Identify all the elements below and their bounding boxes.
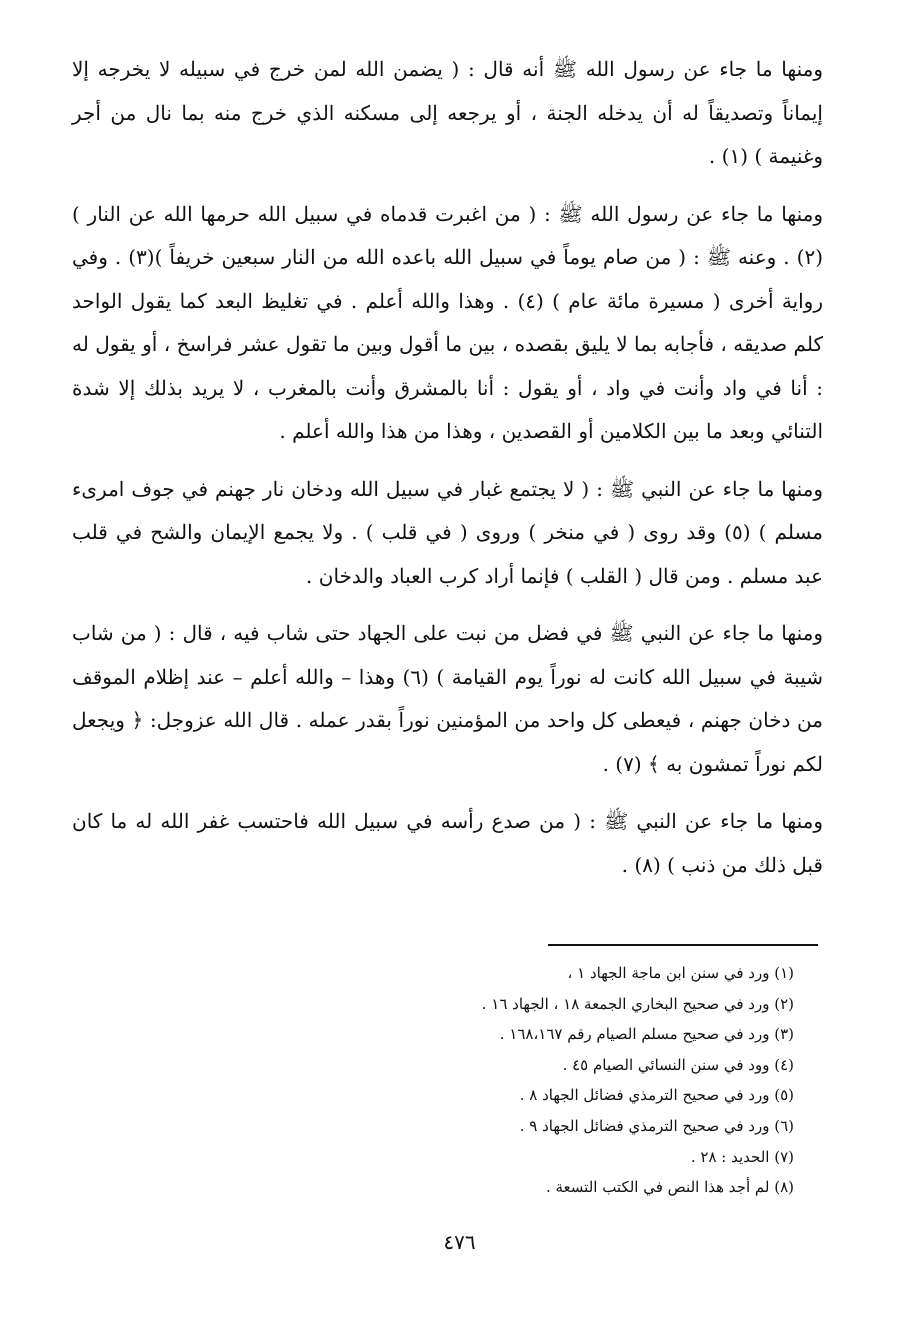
footnote-4: (٤) وود في سنن النسائي الصيام ٤٥ . [562,1055,794,1074]
paragraph-3: ومنها ما جاء عن النبي ﷺ : ( لا يجتمع غبار في سبيل الله ودخان نار جهنم في جوف امرىء مسلم ) (٥) وقد روى ( في منخر ) وروى ( في قلب ) . ولا يجمع الإيمان والشح في قلب عبد مسلم . ومن قال ( القلب ) فإنما أراد كرب العباد والدخان . [72,476,824,588]
paragraph-4: ومنها ما جاء عن النبي ﷺ في فضل من نبت على الجهاد حتى شاب فيه ، قال : ( من شاب شيبة في سبيل الله كانت له نوراً يوم القيامة ) (٦) وهذا – والله أعلم – عند إظلام الموقف من دخان جهنم ، فيعطى كل واحد من المؤمنين نوراً بقدر عمله . قال الله عزوجل: ﴿ ويجعل لكم نوراً تمشون به ﴾ (٧) . [72,621,824,776]
paragraph-2: ومنها ما جاء عن رسول الله ﷺ : ( من اغبرت قدماه في سبيل الله حرمها الله عن النار ) (٢) . وعنه ﷺ : ( من صام يوماً في سبيل الله باعده الله من النار سبعين خريفاً )(٣) . وفي رواية أخرى ( مسيرة مائة عام ) (٤) . وهذا والله أعلم . في تغليظ البعد كما يقول الواحد كلم صديقه ، فأجابه بما لا يليق بقصده ، بين ما أقول وبين ما تقول عشر فراسخ ، أو يقول له : أنا في واد وأنت في واد ، أو يقول : أنا بالمشرق وأنت بالمغرب ، لا يريد بذلك إلا شدة التنائي وبعد ما بين الكلامين أو القصدين ، وهذا من هذا والله أعلم . [72,201,824,443]
paragraph-1: ومنها ما جاء عن رسول الله ﷺ أنه قال : ( يضمن الله لمن خرج في سبيله لا يخرجه إلا إيماناً وتصديقاً له أن يدخله الجنة ، أو يرجعه إلى مسكنه الذي خرج منه بما نال من أجر وغنيمة ) (١) . [72,57,823,168]
main-text [72,48,823,901]
footnote-6: (٦) ورد في صحيح الترمذي فضائل الجهاد ٩ . [519,1116,794,1135]
footnotes-list [234,958,794,1203]
footnote-5: (٥) ورد في صحيح الترمذي فضائل الجهاد ٨ . [519,1086,794,1105]
footnote-divider [548,944,818,946]
paragraph-5: ومنها ما جاء عن النبي ﷺ : ( من صدع رأسه في سبيل الله فاحتسب غفر الله له ما كان قبل ذلك من ذنب ) (٨) . [72,809,823,877]
footnote-2: (٢) ورد في صحيح البخاري الجمعة ١٨ ، الجهاد ١٦ . [481,994,794,1013]
footnote-3: (٣) ورد في صحيح مسلم الصيام رقم ١٦٨،١٦٧ . [499,1025,794,1044]
page-number: ٤٧٦ [443,1230,476,1254]
footnote-7: (٧) الحديد : ٢٨ . [690,1147,794,1166]
footnote-1: (١) ورد في سنن ابن ماجة الجهاد ١ ، [567,964,794,982]
footnote-8: (٨) لم أجد هذا النص في الكتب التسعة . [545,1178,794,1197]
